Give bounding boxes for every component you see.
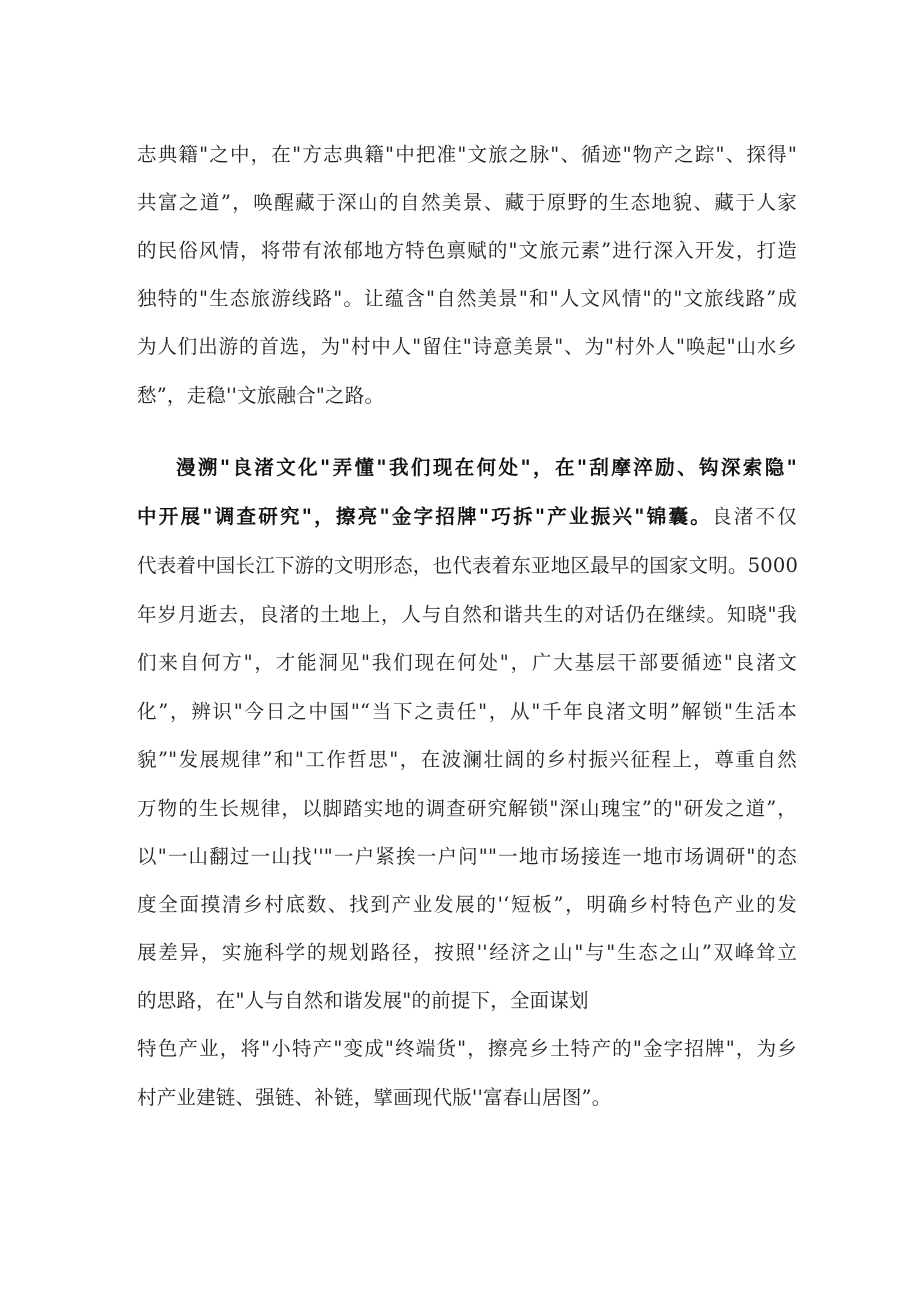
paragraph-1-line-2: 共富之道”，唤醒藏于深山的自然美景、藏于原野的生态地貌、藏于人家: [137, 191, 797, 214]
paragraph-1-line-1: 志典籍"之中，在"方志典籍"中把准"文旅之脉"、循迹"物产之踪"、探得": [137, 143, 797, 166]
paragraph-1-line-6: 愁”，走稳''文旅融合"之路。: [137, 384, 385, 407]
paragraph-2-line-2-rest: 良渚不仅: [712, 505, 797, 528]
paragraph-2-line-8: 万物的生长规律，以脚踏实地的调查研究解锁"深山瑰宝”的"研发之道”，: [137, 797, 797, 820]
paragraph-2-line-2-bold: 中开展"调查研究"，擦亮"金字招牌"巧拆"产业振兴"锦囊。: [137, 505, 712, 528]
paragraph-2-line-2: [137, 502, 797, 532]
paragraph-2-line-3: 代表着中国长江下游的文明形态，也代表着东亚地区最早的国家文明。5000: [137, 554, 799, 577]
paragraph-1-line-5: 为人们出游的首选，为"村中人"留住"诗意美景"、为"村外人"唤起"山水乡: [137, 335, 797, 358]
paragraph-2-line-10: 度全面摸清乡村底数、找到产业发展的'‘短板”，明确乡村特色产业的发: [137, 893, 797, 916]
paragraph-1-line-4: 独特的"生态旅游线路"。让蕴含"自然美景"和"人文风情"的"文旅线路”成: [137, 287, 797, 310]
paragraph-2-line-13: 特色产业，将"小特产"变成"终端货"，擦亮乡土特产的"金字招牌"，为乡: [137, 1037, 797, 1060]
paragraph-2-line-7: 貌”"发展规律”和"工作哲思"，在波澜壮阔的乡村振兴征程上，尊重自然: [137, 748, 797, 771]
paragraph-2-line-11: 展差异，实施科学的规划路径，按照''经济之山"与"生态之山”双峰耸立: [137, 941, 797, 964]
paragraph-2-line-1: 漫溯"良渚文化"弄懂"我们现在何处"，在"刮摩淬励、钩深索隐": [176, 456, 797, 479]
paragraph-2-line-9: 以"一山翻过一山找''"一户紧挨一户问""一地市场接连一地市场调研"的态: [137, 845, 797, 868]
paragraph-2-line-6: 化”，辨识"今日之中国"“当下之责任"，从"千年良渚文明”解锁"生活本: [137, 700, 797, 723]
paragraph-2-line-4: 年岁月逝去，良渚的土地上，人与自然和谐共生的对话仍在继续。知晓"我: [137, 603, 797, 626]
paragraph-2-line-14: 村产业建链、强链、补链，擘画现代版''富春山居图”。: [137, 1086, 612, 1109]
paragraph-2-line-12: 的思路，在"人与自然和谐发展"的前提下，全面谋划: [137, 989, 589, 1012]
paragraph-2-line-5: 们来自何方"，才能洞见"我们现在何处"，广大基层干部要循迹"良渚文: [137, 651, 797, 674]
paragraph-1-line-3: 的民俗风情，将带有浓郁地方特色禀赋的"文旅元素”进行深入开发，打造: [137, 239, 797, 262]
